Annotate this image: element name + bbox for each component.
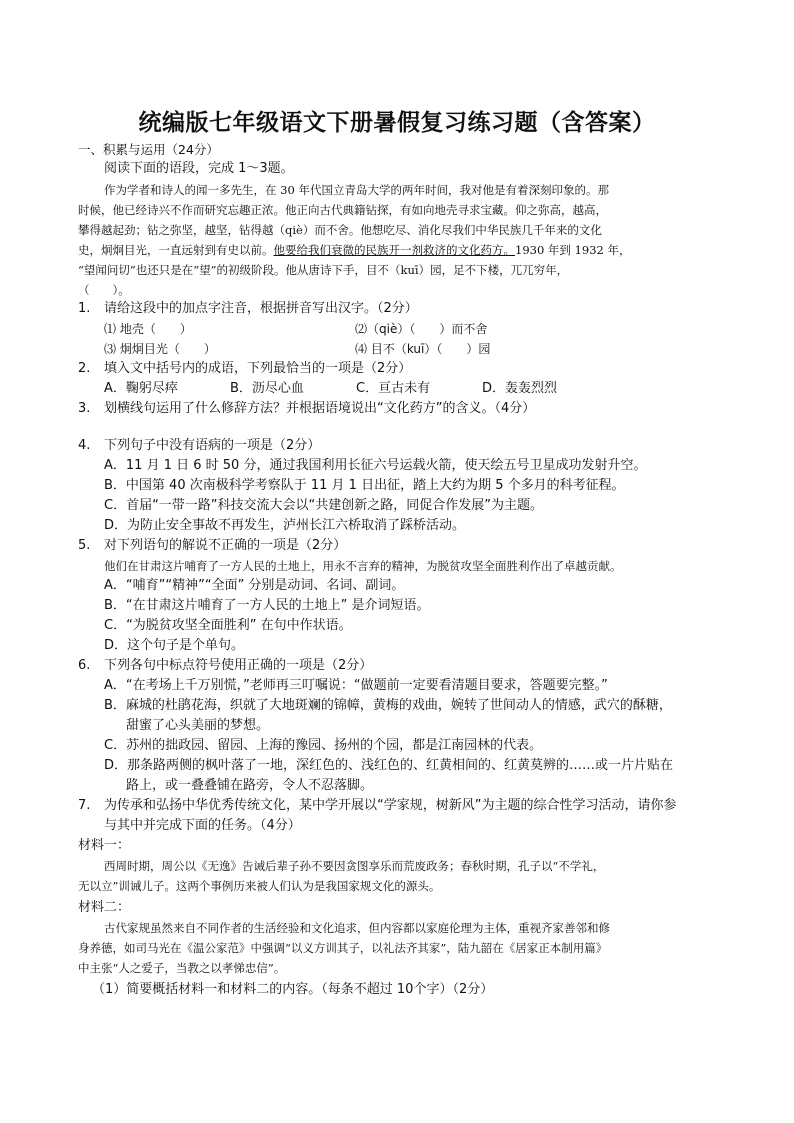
option-d: D．为防止安全事故不再发生，泸州长江六桥取消了踩桥活动。 [104,518,466,533]
question-7-stem: 为传承和弘扬中华优秀传统文化，某中学开展以“学家规，树新风”为主题的综合性学习活动，请你参 [104,798,677,813]
option-c: C．首届“一带一路”科技交流大会以“共建创新之路，同促合作发展”为主题。 [104,498,544,513]
question-4-stem: 下列句子中没有语病的一项是（2分） [104,438,321,453]
passage-line: 攀得越起劲；钻之弥坚，越坚，钻得越（qiè）而不舍。他想吃尽、消化尽我们中华民族几千年来的文化 [78,223,602,237]
question-number: 4. [78,438,91,453]
option-c: C．苏州的拙政园、留园、上海的豫园、扬州的个园，都是江南园林的代表。 [104,738,543,753]
question-3-stem: 划横线句运用了什么修辞方法？并根据语境说出“文化药方”的含义。（4分） [104,401,536,416]
question-number: 6. [78,658,91,673]
underlined-sentence: 他要给我们衰微的民族开一剂救济的文化药方。 [273,243,515,257]
material-2-line: 中主张“人之爱子，当教之以孝悌忠信”。 [78,961,286,975]
passage-line: “望闻问切”也还只是在“望”的初级阶段。他从唐诗下手，目不（kuī）园，足不下楼，兀兀穷年， [78,263,569,277]
option-a: A．“在考场上千万别慌，”老师再三叮嘱说：“做题前一定要看清题目要求，答题要完整。” [104,678,608,693]
material-2-label: 材料二： [78,900,131,915]
passage-line: （ ）。 [78,283,130,297]
question-number: 2. [78,361,91,376]
question-7-stem-continued: 与其中并完成下面的任务。（4分） [104,818,301,833]
option: ⑵（qiè）（ ）而不舍 [355,322,488,336]
material-2-line: 身养德，如司马光在《温公家范》中强调“以义方训其子，以礼法齐其家”，陆九韶在《居家正本制用篇》 [78,941,608,955]
sub-question-1: （1）简要概括材料一和材料二的内容。（每条不超过 10个字）（2分） [92,982,494,997]
option-a: A．11 月 1 日 6 时 50 分，通过我国利用长征六号运载火箭，使天绘五号卫星成功发射升空。 [104,458,647,473]
section-heading: 一、积累与运用（24分） [78,142,219,157]
passage-text: 1930 年到 1932 年， [515,243,631,257]
question-number: 5. [78,538,91,553]
option: ⑴ 地壳（ ） [104,322,192,336]
option-d: D．那条路两侧的枫叶落了一地，深红色的、浅红色的、红黄相间的、红黄莫辨的……或一片片贴在 [104,758,674,773]
option-c: C．亘古未有 [356,381,431,396]
passage-line: 作为学者和诗人的闻一多先生，在 30 年代国立青岛大学的两年时间，我对他是有着深刻印象的。那 [104,183,609,197]
question-5-stem: 对下列语句的解说不正确的一项是（2分） [104,538,347,553]
material-1-label: 材料一： [78,838,131,853]
material-2-line: 古代家规虽然来自不同作者的生活经验和文化追求，但内容都以家庭伦理为主体，重视齐家善邻和修 [104,921,610,935]
option-d: D．轰轰烈烈 [482,381,558,396]
material-1-line: 无以立”训诫儿子。这两个事例历来被人们认为是我国家规文化的源头。 [78,879,441,893]
passage-line [78,240,631,260]
question-number: 3. [78,401,91,416]
option-d: D．这个句子是个单句。 [104,638,245,653]
passage-text: 史，炯炯目光，一直远射到有史以前。 [78,243,274,257]
question-5-sentence: 他们在甘肃这片哺育了一方人民的土地上，用永不言弃的精神，为脱贫攻坚全面胜利作出了卓越贡献。 [104,559,622,573]
page-title: 统编版七年级语文下册暑假复习练习题（含答案） [138,110,656,136]
option-b-continued: 甜蜜了心头美丽的梦想。 [126,718,270,733]
option: ⑷ 目不（kuī）（ ）园 [355,342,491,356]
option-b: B．“在甘肃这片哺育了一方人民的土地上” 是介词短语。 [104,598,430,613]
option-c: C．“为脱贫攻坚全面胜利” 在句中作状语。 [104,618,352,633]
material-1-line: 西周时期，周公以《无逸》告诫后辈子孙不要因贪图享乐而荒废政务；春秋时期，孔子以“不学礼， [104,859,605,873]
option-b: B．麻城的杜鹃花海，织就了大地斑斓的锦幛，黄梅的戏曲，婉转了世间动人的情感，武穴的酥糖， [104,698,672,713]
option: ⑶ 炯炯目光（ ） [104,342,216,356]
option-d-continued: 路上，或一叠叠铺在路旁，令人不忍落脚。 [126,778,374,793]
question-2-stem: 填入文中括号内的成语，下列最恰当的一项是（2分） [104,361,412,376]
question-number: 7. [78,798,91,813]
option-a: A．“哺育”“精神”“全面” 分别是动词、名词、副词。 [104,578,405,593]
passage-instruction: 阅读下面的语段，完成 1～3题。 [104,161,294,176]
option-b: B．中国第 40 次南极科学考察队于 11 月 1 日出征，踏上大约为期 5 个多月的科考征程。 [104,478,625,493]
option-b: B．沥尽心血 [230,381,304,396]
question-6-stem: 下列各句中标点符号使用正确的一项是（2分） [104,658,373,673]
question-number: 1. [78,301,91,316]
option-a: A．鞠躬尽瘁 [104,381,178,396]
question-1-stem: 请给这段中的加点字注音，根据拼音写出汉字。（2分） [104,301,418,316]
passage-line: 时候，他已经诗兴不作而研究忘趣正浓。他正向古代典籍钻探，有如向地壳寻求宝藏。仰之弥高，越高， [78,203,607,217]
